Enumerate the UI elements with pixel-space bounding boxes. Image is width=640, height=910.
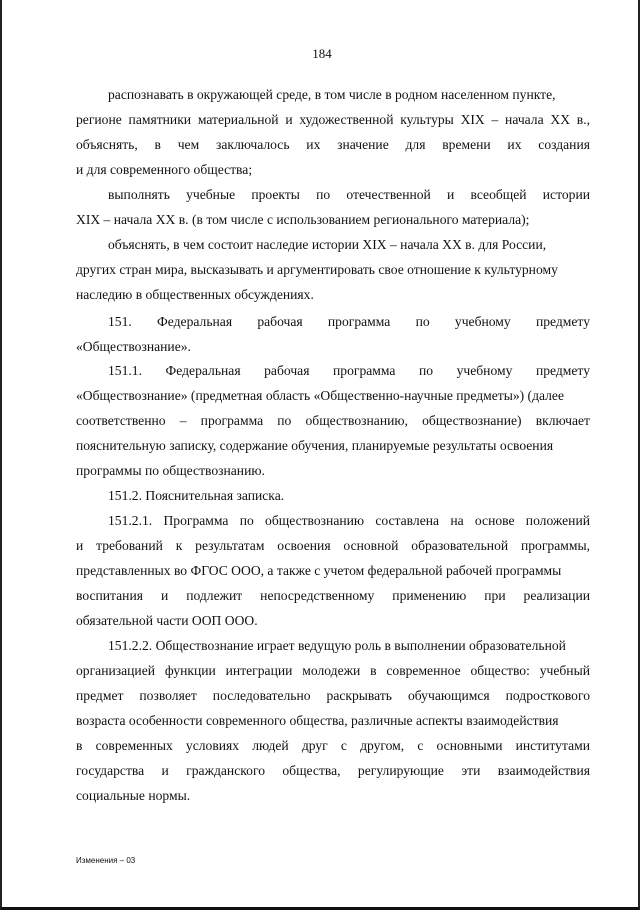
text-line: и требований к результатам освоения основной образовательной программы, bbox=[76, 538, 590, 553]
text-line: пояснительную записку, содержание обучения, планируемые результаты освоения bbox=[76, 438, 554, 453]
text-line: предмет позволяет последовательно раскрывать обучающимся подросткового bbox=[76, 688, 590, 703]
footer-note: Изменения – 03 bbox=[76, 856, 136, 865]
text-line: 151.1. Федеральная рабочая программа по учебному предмету bbox=[108, 363, 590, 378]
text-line: представленных во ФГОС ООО, а также с учетом федеральной рабочей программы bbox=[76, 563, 562, 578]
text-line: обязательной части ООП ООО. bbox=[76, 613, 258, 628]
text-line: XIX – начала XX в. (в том числе с использованием регионального материала); bbox=[76, 212, 530, 227]
text-line: и для современного общества; bbox=[76, 162, 253, 177]
text-line: объяснять, в чем заключалось их значение для времени их создания bbox=[76, 137, 590, 152]
text-line: воспитания и подлежит непосредственному применению при реализации bbox=[76, 588, 590, 603]
text-line: выполнять учебные проекты по отечественной и всеобщей истории bbox=[108, 187, 590, 202]
text-line: 151.2.1. Программа по обществознанию составлена на основе положений bbox=[108, 513, 590, 528]
text-line: «Обществознание». bbox=[76, 339, 191, 354]
text-line: возраста особенности современного общества, различные аспекты взаимодействия bbox=[76, 713, 559, 728]
text-line: других стран мира, высказывать и аргументировать свое отношение к культурному bbox=[76, 262, 558, 277]
text-line: регионе памятники материальной и художественной культуры XIX – начала XX в., bbox=[76, 112, 590, 127]
text-line: объяснять, в чем состоит наследие истории XIX – начала XX в. для России, bbox=[108, 237, 547, 252]
page-number: 184 bbox=[312, 46, 332, 61]
text-line: организацией функции интеграции молодежи в современное общество: учебный bbox=[76, 663, 590, 678]
text-line: 151.2.2. Обществознание играет ведущую роль в выполнении образовательной bbox=[108, 638, 566, 653]
text-line: «Обществознание» (предметная область «Общественно-научные предметы») (далее bbox=[76, 388, 564, 403]
text-line: распознавать в окружающей среде, в том числе в родном населенном пункте, bbox=[108, 87, 556, 102]
text-line: программы по обществознанию. bbox=[76, 463, 265, 478]
text-line: в современных условиях людей друг с другом, с основными институтами bbox=[76, 738, 590, 753]
text-line: государства и гражданского общества, регулирующие эти взаимодействия bbox=[76, 763, 590, 778]
text-line: соответственно – программа по обществознанию, обществознание) включает bbox=[76, 413, 590, 428]
text-line: наследию в общественных обсуждениях. bbox=[76, 287, 314, 302]
text-line: 151.2. Пояснительная записка. bbox=[108, 488, 285, 503]
text-line: социальные нормы. bbox=[76, 788, 191, 803]
text-line: 151. Федеральная рабочая программа по учебному предмету bbox=[108, 314, 590, 329]
